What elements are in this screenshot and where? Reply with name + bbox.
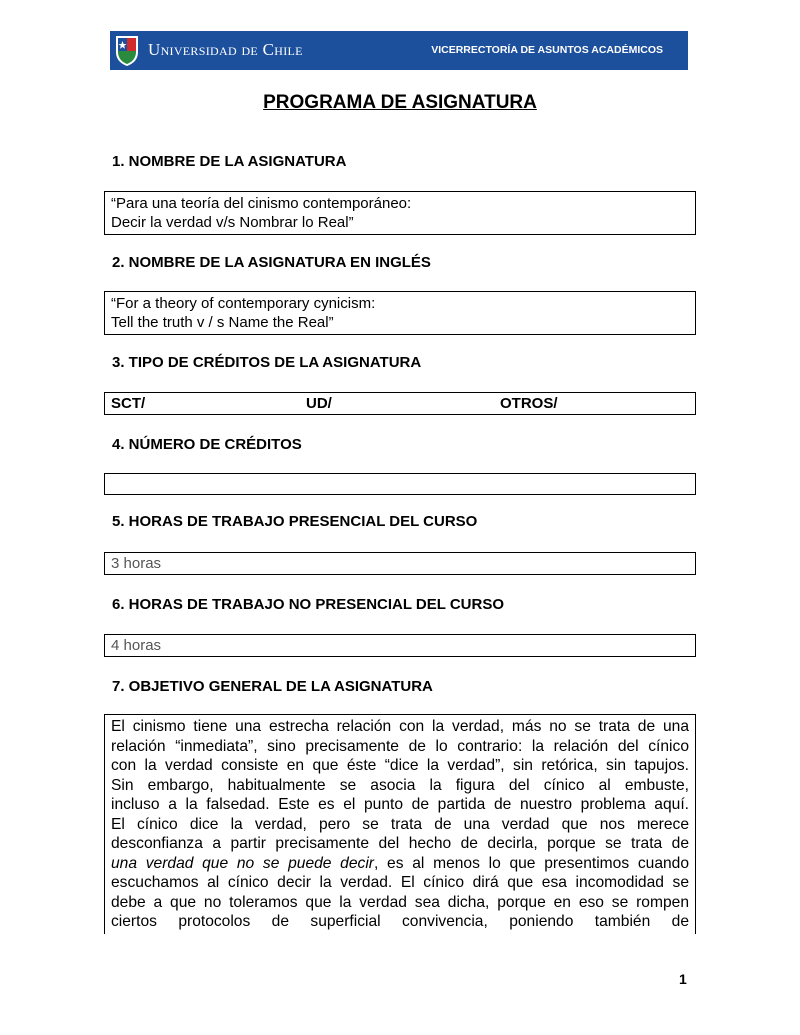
university-name: Universidad de Chile — [148, 40, 303, 59]
credit-sct-label: SCT/ — [111, 395, 146, 412]
section-2-box — [104, 291, 696, 335]
objective-line-6: El cínico dice la verdad, pero se trata de una verdad que nos merece — [111, 815, 689, 833]
section-1-heading: 1. NOMBRE DE LA ASIGNATURA — [112, 153, 347, 170]
presential-hours-value: 3 horas — [111, 555, 162, 572]
objective-line-2: relación “inmediata”, sino precisamente de lo contrario: la relación del cínico — [111, 737, 689, 755]
page-number: 1 — [679, 971, 687, 987]
course-name-en-line-1: “For a theory of contemporary cynicism: — [111, 295, 376, 312]
credit-otros-label: OTROS/ — [500, 395, 558, 412]
objective-line-9: escuchamos al cínico decir la verdad. El cínico dirá que esa incomodidad se — [111, 874, 689, 891]
credit-type-box — [104, 392, 696, 415]
objective-line-8-rest: , es al menos lo que presentimos cuando — [374, 854, 690, 872]
credit-number-box — [104, 473, 696, 495]
objective-line-3: con la verdad consiste en que éste “dice la verdad”, sin retórica, sin tapujos. — [111, 757, 689, 774]
header-banner — [110, 31, 688, 70]
university-crest-icon — [114, 34, 140, 67]
section-6-heading: 6. HORAS DE TRABAJO NO PRESENCIAL DEL CURSO — [112, 596, 504, 613]
objective-line-7: desconfianza a partir precisamente del hecho de decirla, porque se trata de — [111, 835, 689, 852]
office-name: VICERRECTORÍA DE ASUNTOS ACADÉMICOS — [431, 44, 663, 56]
objective-line-5: incluso a la falsedad. Este es el punto de partida de nuestro problema aquí. — [111, 796, 689, 813]
objective-italic-phrase: una verdad que no se puede decir — [111, 854, 374, 872]
course-name-line-2: Decir la verdad v/s Nombrar lo Real” — [111, 214, 354, 231]
objective-line-4: Sin embargo, habitualmente se asocia la figura del cínico al embuste, — [111, 776, 689, 794]
section-5-heading: 5. HORAS DE TRABAJO PRESENCIAL DEL CURSO — [112, 513, 478, 530]
presential-hours-box — [104, 552, 696, 575]
objective-line-1: El cinismo tiene una estrecha relación con la verdad, más no se trata de una — [111, 718, 689, 735]
section-1-box — [104, 191, 696, 235]
course-name-en-line-2: Tell the truth v / s Name the Real” — [111, 314, 334, 331]
objective-line-11: ciertos protocolos de superficial convivencia, poniendo también de — [111, 913, 689, 930]
objective-line-8 — [111, 854, 689, 874]
general-objective-box — [104, 714, 696, 934]
page-title: PROGRAMA DE ASIGNATURA — [263, 92, 537, 113]
objective-line-10: debe a que no toleramos que la verdad sea dicha, porque en eso se rompen — [111, 893, 689, 911]
section-4-heading: 4. NÚMERO DE CRÉDITOS — [112, 436, 302, 453]
section-2-heading: 2. NOMBRE DE LA ASIGNATURA EN INGLÉS — [112, 254, 431, 271]
credit-ud-label: UD/ — [306, 395, 332, 412]
non-presential-hours-value: 4 horas — [111, 637, 162, 654]
non-presential-hours-box — [104, 634, 696, 657]
section-3-heading: 3. TIPO DE CRÉDITOS DE LA ASIGNATURA — [112, 354, 422, 371]
course-name-line-1: “Para una teoría del cinismo contemporáneo: — [111, 195, 412, 212]
section-7-heading: 7. OBJETIVO GENERAL DE LA ASIGNATURA — [112, 678, 433, 695]
